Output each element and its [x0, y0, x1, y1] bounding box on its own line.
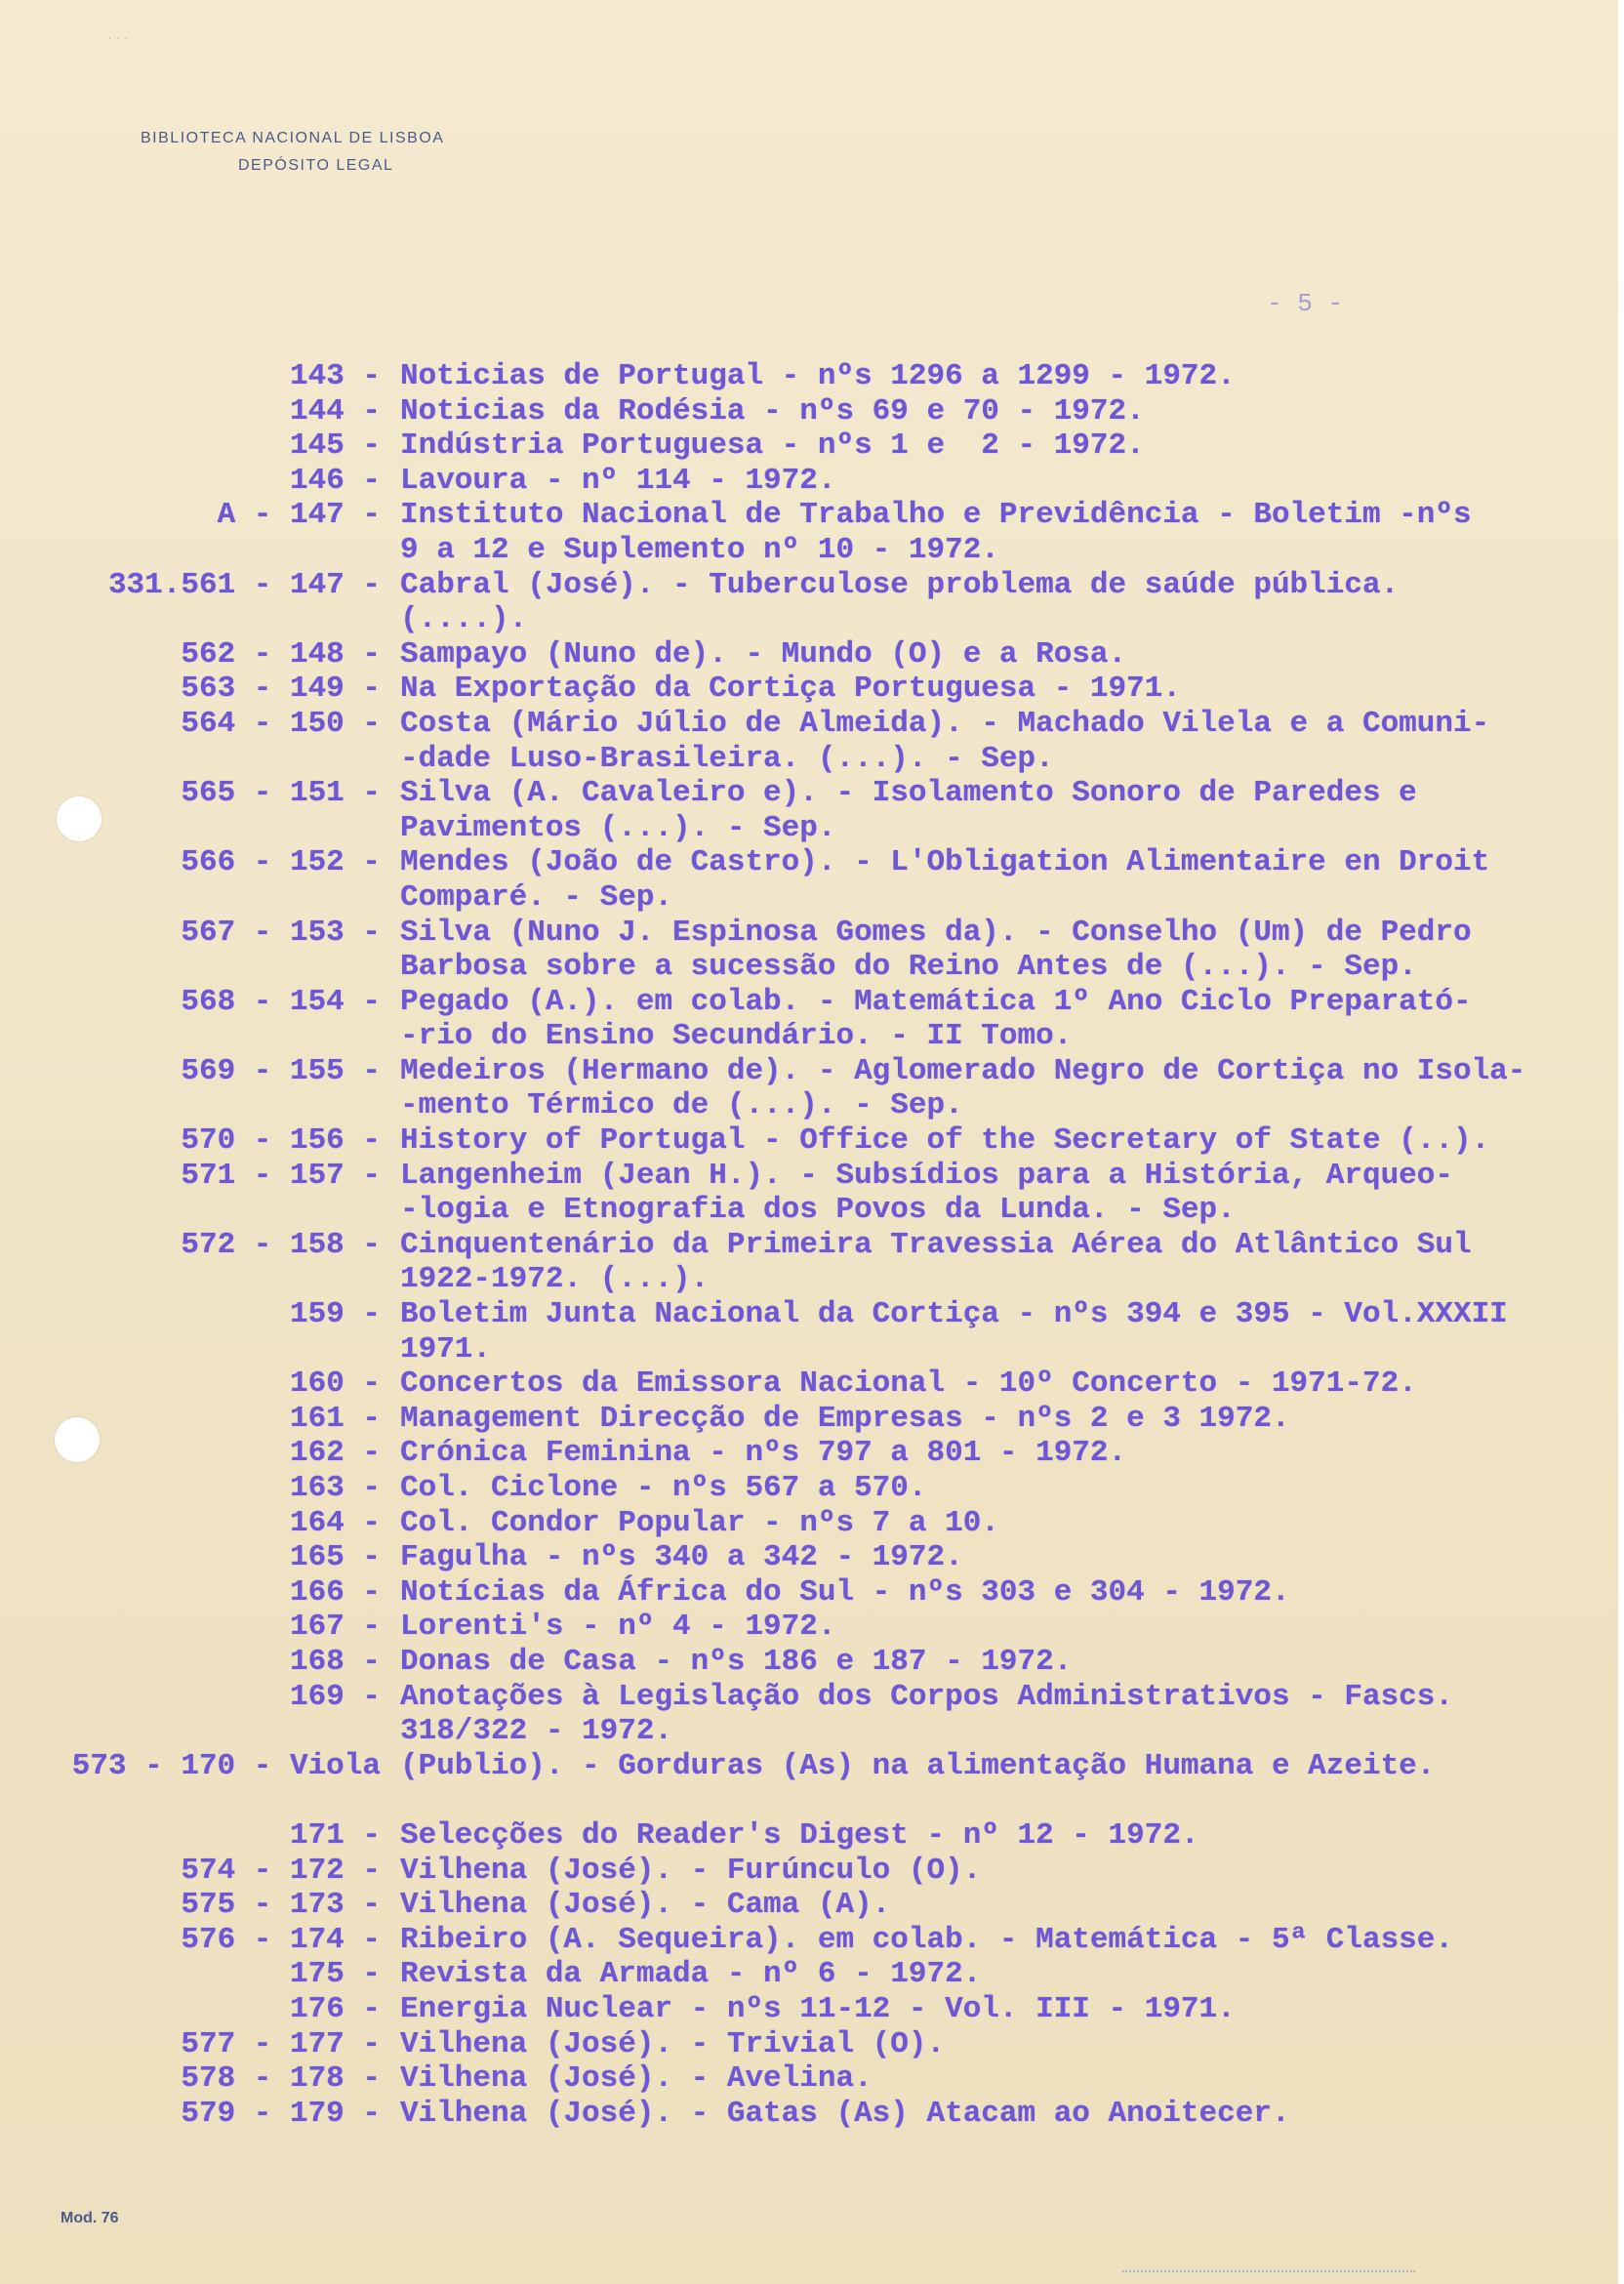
- entry-number: 176 -: [289, 1991, 381, 2026]
- entry-text: Donas de Casa - nºs 186 e 187 - 1972.: [400, 1644, 1073, 1679]
- entry-row: [0, 1957, 1624, 1992]
- entry-row: [0, 359, 1624, 394]
- entry-number: 166 -: [289, 1574, 381, 1610]
- entry-row: [0, 1402, 1624, 1437]
- entry-row: [0, 707, 1624, 742]
- entry-number: 171 -: [289, 1817, 381, 1853]
- entry-number: 161 -: [289, 1401, 381, 1436]
- entry-number: 331.561 - 147 -: [107, 567, 381, 602]
- entry-text: (Publio). - Gorduras (As) na alimentação Humana e Azeite.: [400, 1748, 1436, 1783]
- entry-text: Pegado (A.). em colab. - Matemática 1º Ano Ciclo Preparató-: [400, 984, 1472, 1019]
- entry-row: [0, 1749, 1624, 1784]
- entry-row: [0, 394, 1624, 429]
- entry-number: 168 -: [289, 1644, 381, 1679]
- entry-continuation-row: [0, 1088, 1624, 1123]
- entry-number: 167 -: [289, 1610, 381, 1645]
- entry-continuation-row: [0, 1019, 1624, 1054]
- entry-text: Management Direcção de Empresas - nºs 2 e 3 1972.: [400, 1401, 1290, 1436]
- entry-text: Barbosa sobre a sucessão do Reino Antes de (...). - Sep.: [400, 950, 1417, 985]
- entry-row: [0, 1888, 1624, 1923]
- entry-text: Cinquentenário da Primeira Travessia Aérea do Atlântico Sul: [400, 1227, 1472, 1262]
- bottom-dotted-rule: [1122, 2270, 1415, 2274]
- entry-text: Notícias da África do Sul - nºs 303 e 304 - 1972.: [400, 1574, 1290, 1610]
- entry-number: 143 -: [289, 359, 381, 393]
- entry-text: Anotações à Legislação dos Corpos Administrativos - Fascs.: [400, 1679, 1453, 1714]
- entry-number: 159 -: [289, 1297, 381, 1332]
- entry-number: 571 - 157 -: [181, 1158, 381, 1193]
- entry-text: (....).: [400, 602, 528, 637]
- letterhead-department: DEPÓSITO LEGAL: [238, 157, 394, 174]
- entry-continuation-row: [0, 950, 1624, 985]
- deposit-entry-list: [0, 359, 1624, 2131]
- entry-row: [0, 985, 1624, 1020]
- entry-number: 573 - 170 - Viola: [71, 1748, 381, 1783]
- entry-text: -mento Térmico de (...). - Sep.: [400, 1088, 963, 1123]
- entry-text: Col. Ciclone - nºs 567 a 570.: [400, 1471, 927, 1505]
- entry-row: [0, 1540, 1624, 1575]
- entry-text: Crónica Feminina - nºs 797 a 801 - 1972.: [400, 1436, 1127, 1471]
- entry-text: Silva (A. Cavaleiro e). - Isolamento Sonoro de Paredes e: [400, 776, 1417, 811]
- entry-text: -rio do Ensino Secundário. - II Tomo.: [400, 1019, 1073, 1054]
- entry-row: [0, 568, 1624, 603]
- entry-continuation-row: [0, 880, 1624, 916]
- entry-row: [0, 1123, 1624, 1159]
- entry-row: [0, 845, 1624, 880]
- entry-text: 9 a 12 e Suplemento nº 10 - 1972.: [400, 532, 999, 567]
- entry-row: [0, 1923, 1624, 1958]
- entry-text: History of Portugal - Office of the Secretary of State (..).: [400, 1123, 1490, 1159]
- entry-number: 175 -: [289, 1957, 381, 1992]
- form-code: Mod. 76: [61, 2210, 119, 2226]
- entry-row: [0, 916, 1624, 951]
- entry-number: 568 - 154 -: [181, 984, 381, 1019]
- entry-text: Noticias de Portugal - nºs 1296 a 1299 - 1972.: [400, 359, 1236, 393]
- entry-continuation-row: [0, 811, 1624, 846]
- entry-text: Vilhena (José). - Avelina.: [400, 2061, 873, 2097]
- entry-row: [0, 1854, 1624, 1889]
- entry-number: 566 - 152 -: [181, 845, 381, 880]
- entry-continuation-row: [0, 1332, 1624, 1367]
- entry-number: 169 -: [289, 1679, 381, 1714]
- entry-row: [0, 428, 1624, 464]
- entry-text: Comparé. - Sep.: [400, 879, 673, 915]
- entry-number: 146 -: [289, 463, 381, 498]
- entry-number: 570 - 156 -: [181, 1123, 381, 1159]
- entry-continuation-row: [0, 1262, 1624, 1297]
- entry-number: 569 - 155 -: [181, 1053, 381, 1088]
- entry-text: Sampayo (Nuno de). - Mundo (O) e a Rosa.: [400, 636, 1127, 672]
- entry-text: Silva (Nuno J. Espinosa Gomes da). - Conselho (Um) de Pedro: [400, 915, 1472, 950]
- entry-number: 562 - 148 -: [181, 636, 381, 672]
- entry-text: Boletim Junta Nacional da Cortiça - nºs 394 e 395 - Vol.XXXII: [400, 1297, 1508, 1332]
- entry-text: Selecções do Reader's Digest - nº 12 - 1972.: [400, 1817, 1199, 1853]
- entry-continuation-row: [0, 1783, 1624, 1818]
- entry-row: [0, 776, 1624, 811]
- entry-number: A - 147 -: [217, 498, 381, 533]
- entry-text: -dade Luso-Brasileira. (...). - Sep.: [400, 741, 1054, 776]
- letterhead: [141, 125, 444, 180]
- entry-number: 563 - 149 -: [181, 672, 381, 707]
- entry-text: Indústria Portuguesa - nºs 1 e 2 - 1972.: [400, 428, 1145, 464]
- entry-text: -logia e Etnografia dos Povos da Lunda. - Sep.: [400, 1193, 1236, 1228]
- entry-row: [0, 1366, 1624, 1402]
- entry-row: [0, 1228, 1624, 1263]
- entry-row: [0, 1575, 1624, 1611]
- entry-text: Revista da Armada - nº 6 - 1972.: [400, 1957, 982, 1992]
- entry-row: [0, 2097, 1624, 2132]
- entry-number: 164 -: [289, 1505, 381, 1540]
- entry-text: Col. Condor Popular - nºs 7 a 10.: [400, 1505, 999, 1540]
- entry-text: Costa (Mário Júlio de Almeida). - Machado Vilela e a Comuni-: [400, 706, 1490, 741]
- entry-number: 565 - 151 -: [181, 776, 381, 811]
- entry-row: [0, 1054, 1624, 1089]
- entry-number: 578 - 178 -: [181, 2061, 381, 2097]
- entry-text: Ribeiro (A. Sequeira). em colab. - Matemática - 5ª Classe.: [400, 1922, 1453, 1957]
- entry-number: 145 -: [289, 428, 381, 464]
- entry-number: 579 - 179 -: [181, 2096, 381, 2131]
- entry-row: [0, 1297, 1624, 1332]
- entry-continuation-row: [0, 602, 1624, 637]
- entry-text: Lavoura - nº 114 - 1972.: [400, 463, 836, 498]
- entry-text: Concertos da Emissora Nacional - 10º Concerto - 1971-72.: [400, 1366, 1417, 1402]
- entry-number: 160 -: [289, 1366, 381, 1402]
- entry-row: [0, 1645, 1624, 1680]
- entry-row: [0, 672, 1624, 707]
- entry-text: 1971.: [400, 1331, 492, 1366]
- entry-text: Lorenti's - nº 4 - 1972.: [400, 1610, 836, 1645]
- entry-row: [0, 1471, 1624, 1506]
- entry-text: Pavimentos (...). - Sep.: [400, 810, 836, 845]
- entry-row: [0, 1159, 1624, 1194]
- entry-number: 574 - 172 -: [181, 1853, 381, 1888]
- entry-number: 572 - 158 -: [181, 1227, 381, 1262]
- entry-number: 144 -: [289, 393, 381, 428]
- entry-text: Vilhena (José). - Gatas (As) Atacam ao Anoitecer.: [400, 2096, 1290, 2131]
- entry-row: [0, 1610, 1624, 1645]
- entry-row: [0, 2027, 1624, 2062]
- entry-row: [0, 1506, 1624, 1541]
- entry-number: 577 - 177 -: [181, 2026, 381, 2061]
- entry-row: [0, 637, 1624, 673]
- entry-row: [0, 498, 1624, 533]
- paper-specks: · · ·: [107, 29, 129, 45]
- entry-text: Na Exportação da Cortiça Portuguesa - 1971.: [400, 672, 1181, 707]
- entry-text: Fagulha - nºs 340 a 342 - 1972.: [400, 1540, 963, 1575]
- entry-row: [0, 464, 1624, 499]
- entry-continuation-row: [0, 1193, 1624, 1228]
- entry-row: [0, 2061, 1624, 2097]
- entry-continuation-row: [0, 533, 1624, 568]
- entry-text: Energia Nuclear - nºs 11-12 - Vol. III - 1971.: [400, 1991, 1236, 2026]
- letterhead-institution: BIBLIOTECA NACIONAL DE LISBOA: [141, 130, 445, 146]
- entry-row: [0, 1992, 1624, 2027]
- entry-row: [0, 1680, 1624, 1715]
- entry-number: 576 - 174 -: [181, 1922, 381, 1957]
- entry-text: Instituto Nacional de Trabalho e Previdência - Boletim -nºs: [400, 498, 1472, 533]
- entry-text: Langenheim (Jean H.). - Subsídios para a História, Arqueo-: [400, 1158, 1453, 1193]
- entry-continuation-row: [0, 742, 1624, 777]
- entry-number: 163 -: [289, 1471, 381, 1505]
- entry-number: 575 - 173 -: [181, 1888, 381, 1923]
- entry-text: Vilhena (José). - Furúnculo (O).: [400, 1853, 982, 1888]
- entry-text: Noticias da Rodésia - nºs 69 e 70 - 1972.: [400, 393, 1145, 428]
- entry-number: 564 - 150 -: [181, 706, 381, 741]
- entry-number: 162 -: [289, 1436, 381, 1471]
- entry-text: Vilhena (José). - Trivial (O).: [400, 2026, 946, 2061]
- entry-text: Vilhena (José). - Cama (A).: [400, 1888, 891, 1923]
- entry-text: 1922-1972. (...).: [400, 1262, 710, 1297]
- entry-continuation-row: [0, 1714, 1624, 1749]
- entry-row: [0, 1436, 1624, 1471]
- entry-text: Mendes (João de Castro). - L'Obligation Alimentaire en Droit: [400, 845, 1490, 880]
- entry-text: Medeiros (Hermano de). - Aglomerado Negro de Cortiça no Isola-: [400, 1053, 1526, 1088]
- page-edge: [1618, 0, 1624, 2284]
- entry-text: Cabral (José). - Tuberculose problema de saúde pública.: [400, 567, 1400, 602]
- entry-text: 318/322 - 1972.: [400, 1714, 673, 1749]
- page-number: - 5 -: [1267, 289, 1344, 318]
- entry-row: [0, 1818, 1624, 1854]
- entry-number: 165 -: [289, 1540, 381, 1575]
- entry-number: 567 - 153 -: [181, 915, 381, 950]
